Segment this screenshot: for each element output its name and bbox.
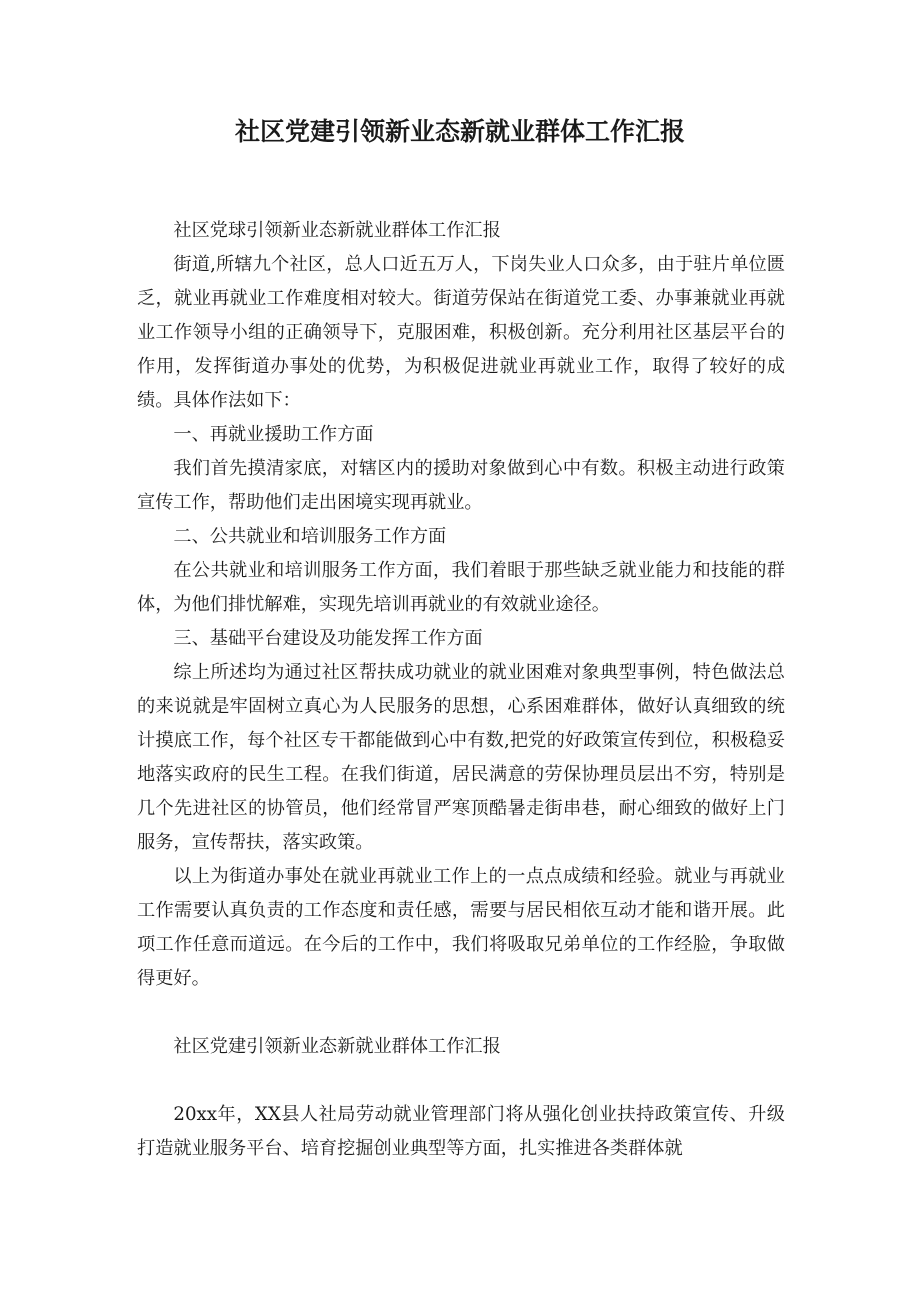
section-heading-2: 二、公共就业和培训服务工作方面 [173,526,447,547]
section-heading-3: 三、基础平台建设及功能发挥工作方面 [173,628,483,649]
paragraph-intro: 街道,所辖九个社区，总人口近五万人，下岗失业人口众多，由于驻片单位匮乏，就业再就业工作难度相对较大。街道劳保站在街道党工委、办事兼就业再就业工作领导小组的正确领导下，克服困难，积极创新。充分利用社区基层平台的作用，发挥街道办事处的优势，为积极促进就业再就业工作，取得了较好的成绩。具体作法如下： [137,254,785,411]
paragraph-section-1: 我们首先摸清家底，对辖区内的援助对象做到心中有数。积极主动进行政策宣传工作，帮助他们走出困境实现再就业。 [137,458,785,513]
paragraph-section-2: 在公共就业和培训服务工作方面，我们着眼于那些缺乏就业能力和技能的群体，为他们排忧解难，实现先培训再就业的有效就业途径。 [137,560,785,615]
paragraph-conclusion: 以上为街道办事处在就业再就业工作上的一点点成绩和经验。就业与再就业工作需要认真负责的工作态度和责任感，需要与居民相依互动才能和谐开展。此项工作任意而道远。在今后的工作中，我们将吸取兄弟单位的工作经脸，争取做得更好。 [137,866,785,989]
paragraph-subtitle: 社区党球引领新业态新就业群体工作汇报 [173,220,501,241]
paragraph-second-title: 社区党建引领新业态新就业群体工作汇报 [173,1036,501,1057]
document-title: 社区党建引领新业态新就业群体工作汇报 [234,117,685,146]
document-body [137,214,785,1166]
paragraph-section-3: 综上所述均为通过社区帮扶成功就业的就业困难对象典型事例，特色做法总的来说就是牢固树立真心为人民服务的思想，心系困难群体，做好认真细致的统计摸底工作，每个社区专干都能做到心中有数,把党的好政策宣传到位，积极稳妥地落实政府的民生工程。在我们街道，居民满意的劳保协理员层出不穷，特别是几个先进社区的协管员，他们经常冒严寒顶酷暑走街串巷，耐心细致的做好上门服务，宣传帮扶，落实政策。 [137,662,785,853]
paragraph-second-intro: 20xx年，XX县人社局劳动就业管理部门将从强化创业扶持政策宣传、升级打造就业服务平台、培育挖掘创业典型等方面，扎实推进各类群体就 [137,1104,785,1159]
section-heading-1: 一、再就业援助工作方面 [173,424,374,445]
